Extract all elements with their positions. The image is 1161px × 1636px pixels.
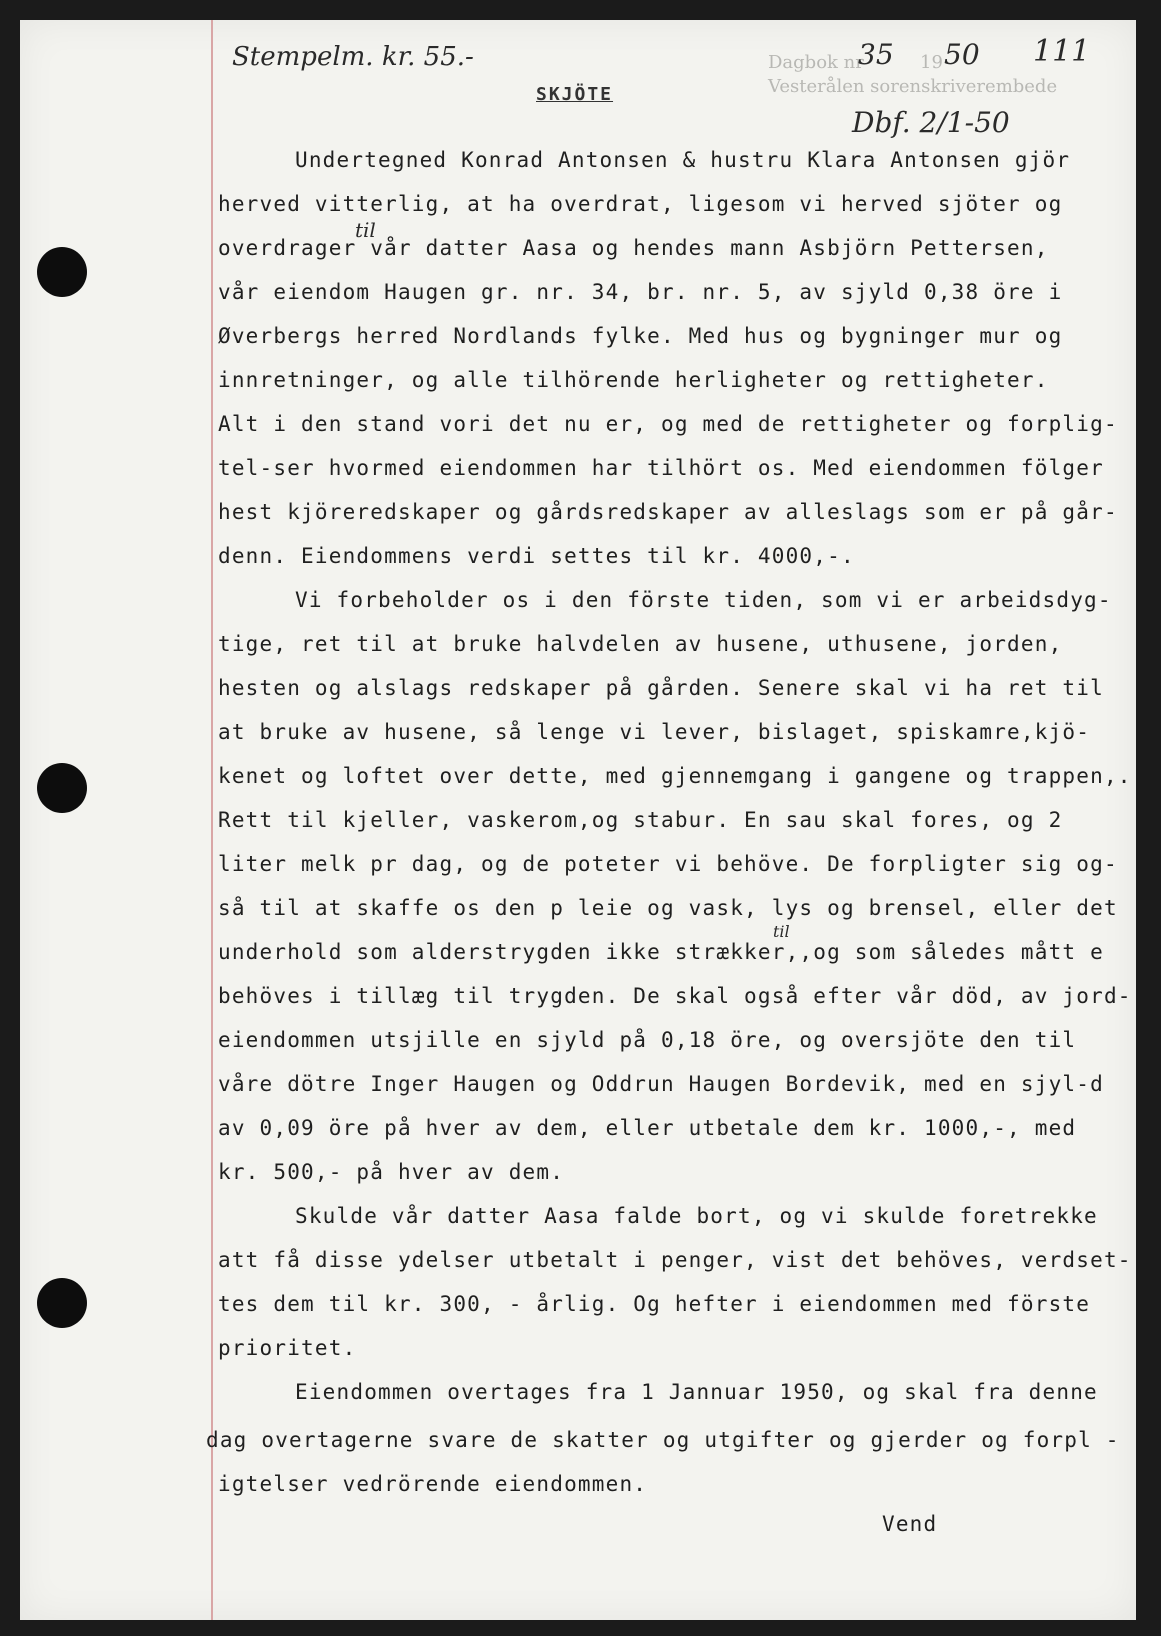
handwritten-stamp-fee: Stempelm. kr. 55.- bbox=[232, 42, 474, 72]
body-line: vår eiendom Haugen gr. nr. 34, br. nr. 5, av sjyld 0,38 öre i bbox=[218, 280, 1063, 304]
document-body bbox=[20, 20, 1136, 1620]
body-line: at bruke av husene, så lenge vi lever, bislaget, spiskamre,kjö- bbox=[218, 720, 1091, 744]
insertion-til-mark: til bbox=[773, 922, 790, 941]
body-line: Undertegned Konrad Antonsen & hustru Klara Antonsen gjör bbox=[295, 148, 1071, 172]
body-line: tel-ser hvormed eiendommen har tilhört os. Med eiendommen fölger bbox=[218, 456, 1104, 480]
body-line: Eiendommen overtages fra 1 Jannuar 1950, og skal fra denne bbox=[295, 1380, 1098, 1404]
body-line: våre dötre Inger Haugen og Oddrun Haugen Bordevik, med en sjyl-d bbox=[218, 1072, 1104, 1096]
body-line: prioritet. bbox=[218, 1336, 357, 1360]
stamp-year-prefix: 19 bbox=[920, 52, 943, 73]
body-line: kenet og loftet over dette, med gjennemgang i gangene og trappen,. bbox=[218, 764, 1132, 788]
stamp-line1: Dagbok nr bbox=[768, 52, 864, 73]
body-line: kr. 500,- på hver av dem. bbox=[218, 1160, 565, 1184]
body-line: igtelser vedrörende eiendommen. bbox=[218, 1472, 648, 1496]
handwritten-registration-date: Dbf. 2/1-50 bbox=[852, 106, 1010, 139]
footer-vend: Vend bbox=[882, 1512, 938, 1536]
body-line: av 0,09 öre på hver av dem, eller utbetale dem kr. 1000,-, med bbox=[218, 1116, 1077, 1140]
body-line: innretninger, og alle tilhörende herligheter og rettigheter. bbox=[218, 368, 1049, 392]
document-page bbox=[20, 20, 1136, 1620]
body-line: liter melk pr dag, og de poteter vi behöve. De forpligter sig og- bbox=[218, 852, 1118, 876]
body-line: hesten og alslags redskaper på gården. Senere skal vi ha ret til bbox=[218, 676, 1104, 700]
body-line: tige, ret til at bruke halvdelen av husene, uthusene, jorden, bbox=[218, 632, 1063, 656]
handwritten-diary-number: 35 bbox=[858, 38, 894, 71]
handwritten-diary-year: 50 bbox=[944, 38, 980, 71]
body-line: Skulde vår datter Aasa falde bort, og vi skulde foretrekke bbox=[295, 1204, 1098, 1228]
body-line: Rett til kjeller, vaskerom,og stabur. En sau skal fores, og 2 bbox=[218, 808, 1063, 832]
body-line: hest kjöreredskaper og gårdsredskaper av alleslags som er på går- bbox=[218, 500, 1118, 524]
body-line: Vi forbeholder os i den förste tiden, som vi er arbeidsdyg- bbox=[295, 588, 1112, 612]
body-line: att få disse ydelser utbetalt i penger, vist det behöves, verdset- bbox=[218, 1248, 1132, 1272]
body-line: tes dem til kr. 300, - årlig. Og hefter i eiendommen med förste bbox=[218, 1292, 1091, 1316]
body-line: Øverbergs herred Nordlands fylke. Med hus og bygninger mur og bbox=[218, 324, 1063, 348]
stamp-office-name: Vesterålen sorenskriverembede bbox=[768, 76, 1058, 97]
body-line: behöves i tillæg til trygden. De skal også efter vår död, av jord- bbox=[218, 984, 1132, 1008]
body-line: så til at skaffe os den p leie og vask, lys og brensel, eller det bbox=[218, 896, 1118, 920]
insertion-til: til bbox=[355, 218, 376, 242]
body-line: eiendommen utsjille en sjyld på 0,18 öre, og oversjöte den til bbox=[218, 1028, 1077, 1052]
body-line: underhold som alderstrygden ikke strækker,,og som således mått e bbox=[218, 940, 1104, 964]
body-line: dag overtagerne svare de skatter og utgifter og gjerder og forpl - bbox=[206, 1428, 1120, 1452]
body-line: overdrager vår datter Aasa og hendes mann Asbjörn Pettersen, bbox=[218, 236, 1049, 260]
page-number: 111 bbox=[1033, 34, 1091, 69]
body-line: denn. Eiendommens verdi settes til kr. 4000,-. bbox=[218, 544, 855, 568]
document-title: SKJÖTE bbox=[536, 84, 614, 105]
body-line: herved vitterlig, at ha overdrat, ligesom vi herved sjöter og bbox=[218, 192, 1063, 216]
body-line: Alt i den stand vori det nu er, og med de rettigheter og forplig- bbox=[218, 412, 1118, 436]
